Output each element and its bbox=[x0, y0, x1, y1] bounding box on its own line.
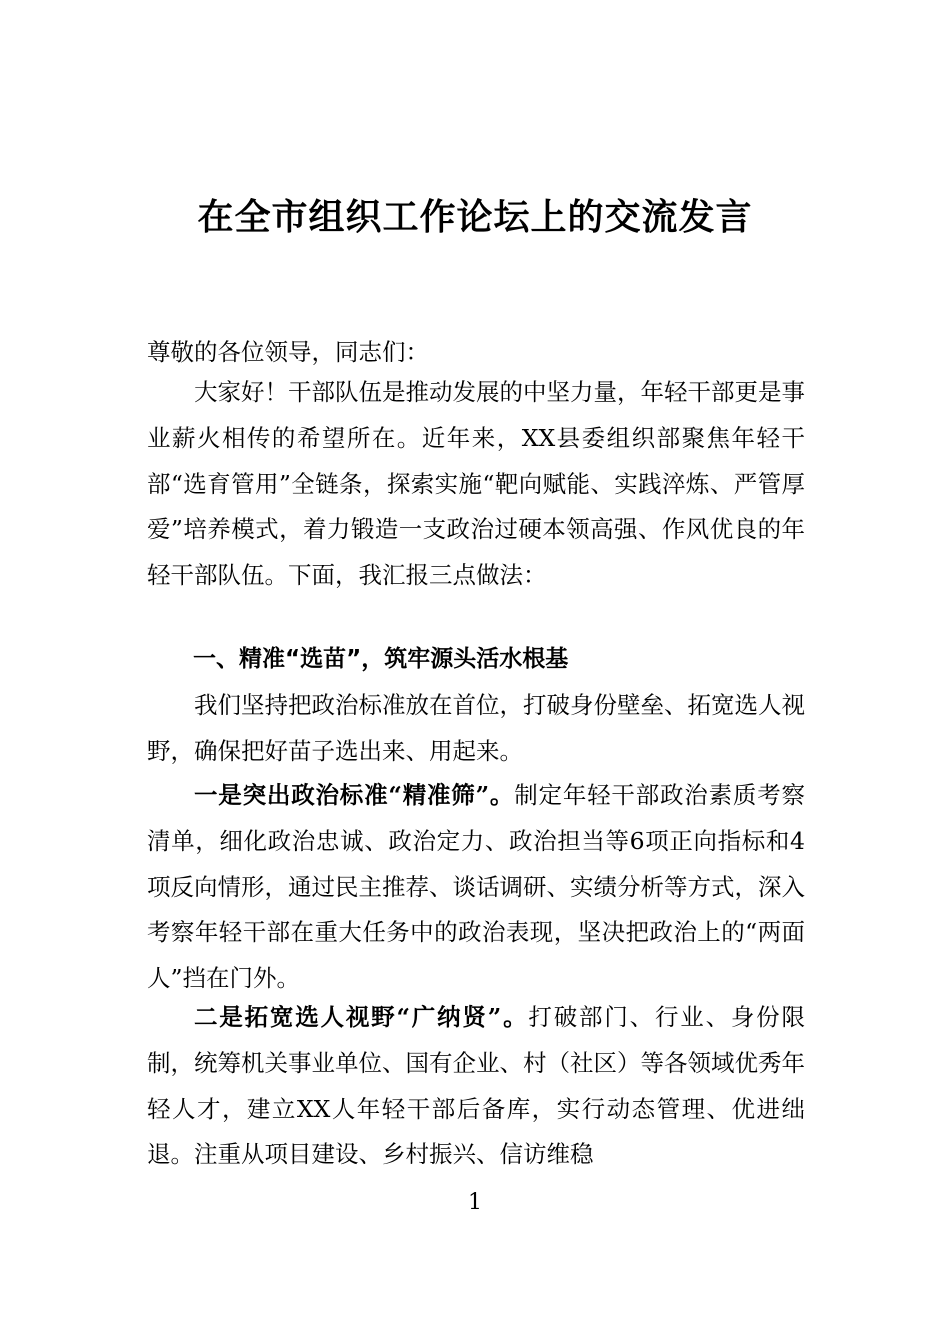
point-text: 制定年轻干部政治素质考察清单，细化政治忠诚、政治定力、政治担当等6项正向指标和4项反向情形，通过民主推荐、谈话调研、实绩分析等方式，深入考察年轻干部在重大任务中的政治表现，坚决把政治上的“两面人”挡在门外。 bbox=[147, 781, 805, 993]
section1-intro-block bbox=[147, 683, 805, 775]
page-number: 1 bbox=[468, 1190, 482, 1215]
point-lead: 一是突出政治标准“精准筛”。 bbox=[194, 781, 515, 809]
point2-block bbox=[147, 995, 805, 1178]
section-intro-paragraph: 我们坚持把政治标准放在首位，打破身份壁垒、拓宽选人视野，确保把好苗子选出来、用起来。 bbox=[147, 691, 805, 765]
section-heading: 一、精准“选苗”，筑牢源头活水根基 bbox=[193, 646, 569, 672]
intro-paragraph: 大家好！干部队伍是推动发展的中坚力量，年轻干部更是事业薪火相传的希望所在。近年来，XX县委组织部聚焦年轻干部“选育管用”全链条，探索实施“靶向赋能、实践淬炼、严管厚爱”培养模式，着力锻造一支政治过硬本领高强、作风优良的年轻干部队伍。下面，我汇报三点做法： bbox=[147, 378, 805, 590]
salutation-block bbox=[147, 330, 805, 376]
point-text: 打破部门、行业、身份限制，统筹机关事业单位、国有企业、村（社区）等各领域优秀年轻人才，建立XX人年轻干部后备库，实行动态管理、优进绌退。注重从项目建设、乡村振兴、信访维稳 bbox=[147, 1003, 805, 1169]
section1-heading-block bbox=[147, 637, 805, 683]
intro-block bbox=[147, 370, 805, 599]
point-paragraph bbox=[147, 995, 805, 1178]
document-title: 在全市组织工作论坛上的交流发言 bbox=[197, 196, 753, 238]
salutation: 尊敬的各位领导，同志们： bbox=[147, 338, 429, 366]
point1-block bbox=[147, 773, 805, 1002]
point-paragraph bbox=[147, 773, 805, 1002]
point-lead: 二是拓宽选人视野“广纳贤”。 bbox=[194, 1003, 529, 1031]
